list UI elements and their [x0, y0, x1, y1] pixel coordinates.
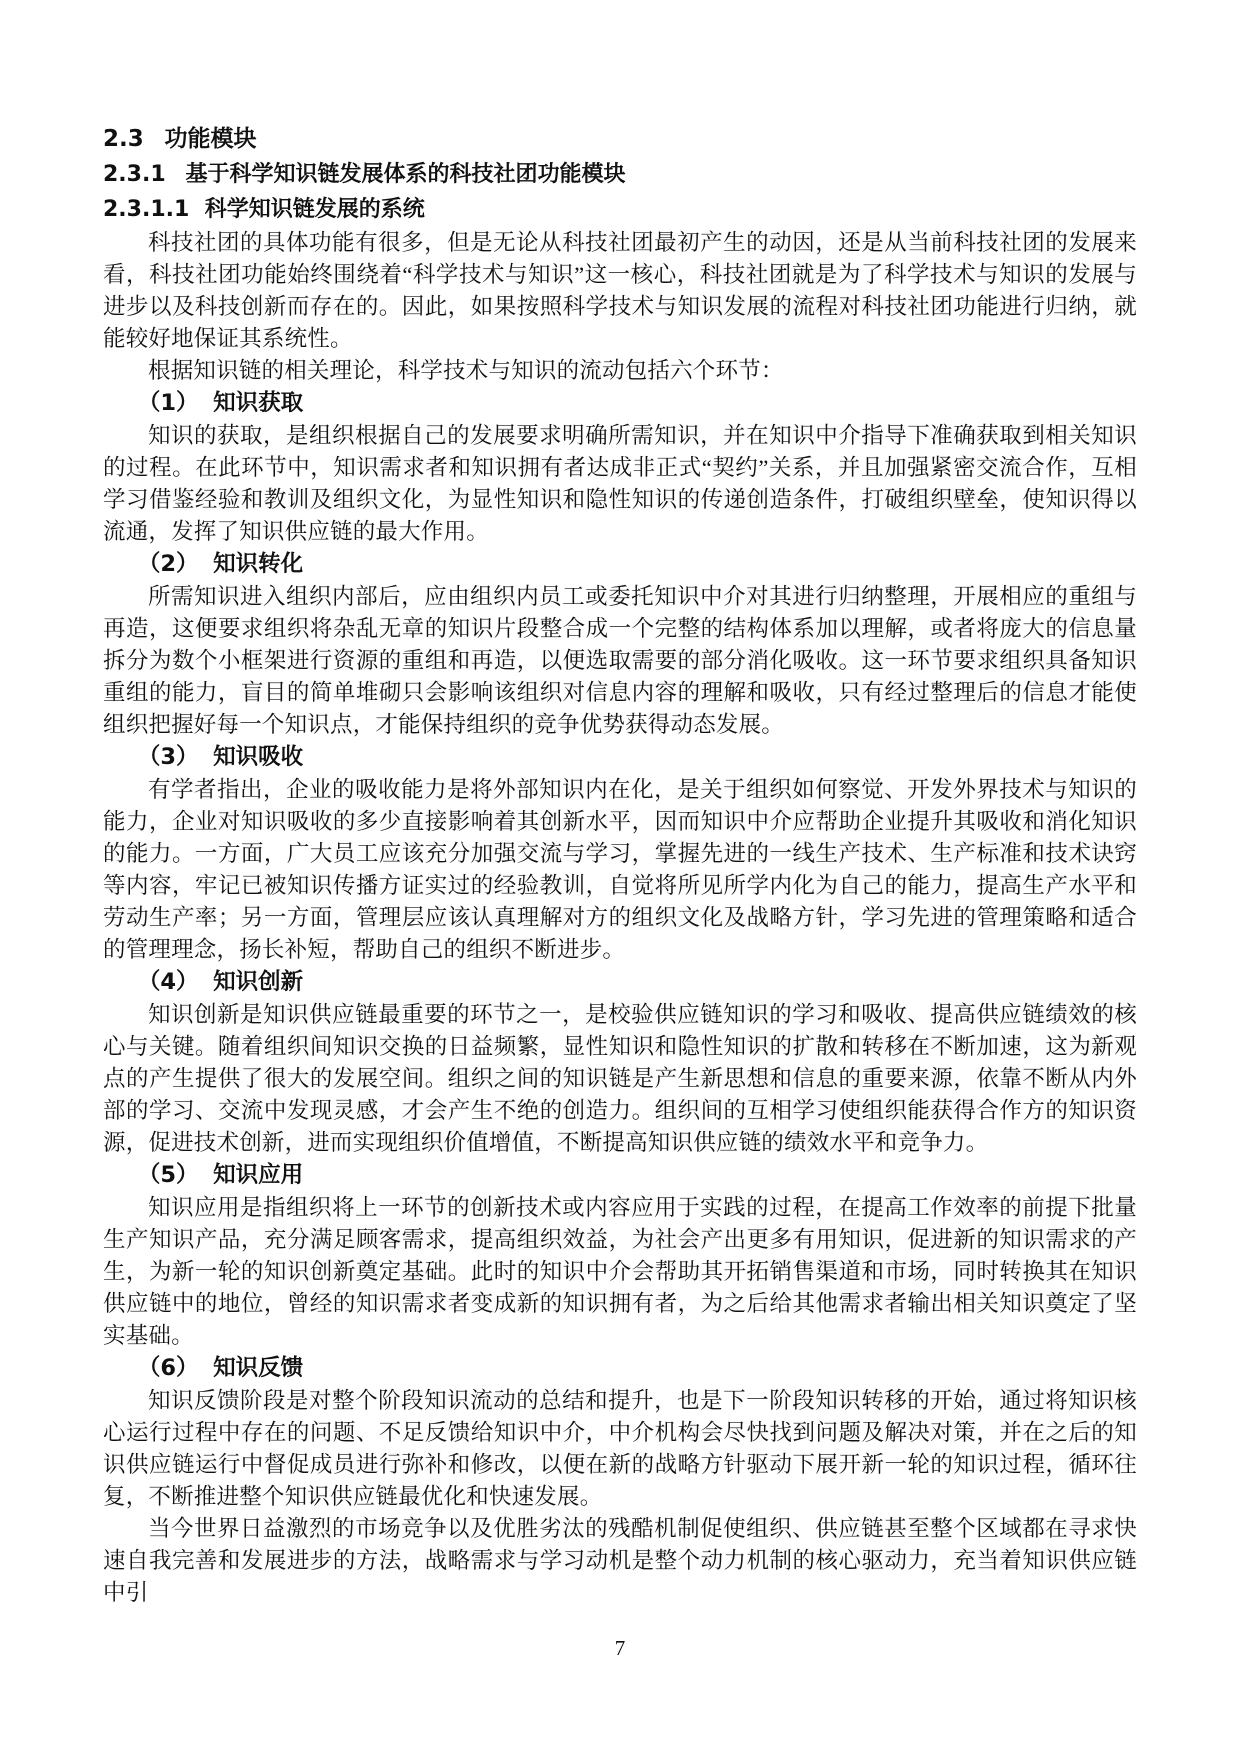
subsection-label: 知识吸收 [213, 744, 304, 770]
paragraph-knowledge-application: 知识应用是指组织将上一环节的创新技术或内容应用于实践的过程，在提高工作效率的前提下批量生产知识产品，充分满足顾客需求，提高组织效益，为社会产出更多有用知识，促进新的知识需求的产生，为新一轮的知识创新奠定基础。此时的知识中介会帮助其开拓销售渠道和市场，同时转换其在知识供应链中的地位，曾经的知识需求者变成新的知识拥有者，为之后给其他需求者输出相关知识奠定了坚实基础。 [103, 1195, 1137, 1348]
subsection-label: 知识反馈 [213, 1355, 304, 1381]
heading-number: 2.3.1 [103, 162, 166, 187]
subsection-heading-knowledge-application [103, 1159, 1137, 1192]
heading-number: 2.3.1.1 [103, 197, 190, 222]
page-number: 7 [614, 1636, 626, 1660]
subsection-heading-knowledge-innovation [103, 966, 1137, 999]
subsection-number: （3） [137, 744, 199, 770]
subsection-label: 知识创新 [213, 969, 304, 995]
subsection-label: 知识应用 [213, 1162, 304, 1188]
heading-title: 科学知识链发展的系统 [204, 197, 425, 222]
subsection-number: （2） [137, 551, 199, 577]
subsection-label: 知识获取 [213, 390, 304, 416]
paragraph-knowledge-transformation: 所需知识进入组织内部后，应由组织内员工或委托知识中介对其进行归纳整理，开展相应的重组与再造，这便要求组织将杂乱无章的知识片段整合成一个完整的结构体系加以理解，或者将庞大的信息量拆分为数个小框架进行资源的重组和再造，以便选取需要的部分消化吸收。这一环节要求组织具备知识重组的能力，盲目的简单堆砌只会影响该组织对信息内容的理解和吸收，只有经过整理后的信息才能使组织把握好每一个知识点，才能保持组织的竞争优势获得动态发展。 [103, 584, 1137, 737]
paragraph-knowledge-absorption: 有学者指出，企业的吸收能力是将外部知识内在化，是关于组织如何察觉、开发外界技术与知识的能力，企业对知识吸收的多少直接影响着其创新水平，因而知识中介应帮助企业提升其吸收和消化知识的能力。一方面，广大员工应该充分加强交流与学习，掌握先进的一线生产技术、生产标准和技术诀窍等内容，牢记已被知识传播方证实过的经验教训，自觉将所见所学内化为自己的能力，提高生产水平和劳动生产率；另一方面，管理层应该认真理解对方的组织文化及战略方针，学习先进的管理策略和适合的管理理念，扬长补短，帮助自己的组织不断进步。 [103, 777, 1137, 962]
subsection-heading-knowledge-transformation [103, 548, 1137, 581]
subsection-number: （4） [137, 969, 199, 995]
intro-paragraph: 科技社团的具体功能有很多，但是无论从科技社团最初产生的动因，还是从当前科技社团的发展来看，科技社团功能始终围绕着“科学技术与知识”这一核心，科技社团就是为了科学技术与知识的发展与进步以及科技创新而存在的。因此，如果按照科学技术与知识发展的流程对科技社团功能进行归纳，就能较好地保证其系统性。 [103, 230, 1137, 351]
section-heading-level3 [103, 192, 1137, 227]
heading-title: 功能模块 [164, 126, 257, 152]
paragraph-knowledge-acquisition: 知识的获取，是组织根据自己的发展要求明确所需知识，并在知识中介指导下准确获取到相关知识的过程。在此环节中，知识需求者和知识拥有者达成非正式“契约”关系，并且加强紧密交流合作，互相学习借鉴经验和教训及组织文化，为显性知识和隐性知识的传递创造条件，打破组织壁垒，使知识得以流通，发挥了知识供应链的最大作用。 [103, 423, 1137, 544]
section-heading-level1 [103, 122, 1137, 157]
subsection-number: （1） [137, 390, 199, 416]
section-heading-level2 [103, 157, 1137, 192]
subsection-heading-knowledge-absorption [103, 741, 1137, 774]
subsection-heading-knowledge-acquisition [103, 387, 1137, 420]
subsection-heading-knowledge-feedback [103, 1352, 1137, 1385]
heading-number: 2.3 [103, 126, 144, 152]
paragraph-knowledge-feedback: 知识反馈阶段是对整个阶段知识流动的总结和提升，也是下一阶段知识转移的开始，通过将知识核心运行过程中存在的问题、不足反馈给知识中介，中介机构会尽快找到问题及解决对策，并在之后的知识供应链运行中督促成员进行弥补和修改，以便在新的战略方针驱动下展开新一轮的知识过程，循环往复，不断推进整个知识供应链最优化和快速发展。 [103, 1388, 1137, 1509]
subsection-number: （5） [137, 1162, 199, 1188]
lead-in-paragraph: 根据知识链的相关理论，科学技术与知识的流动包括六个环节： [148, 358, 784, 383]
closing-paragraph: 当今世界日益激烈的市场竞争以及优胜劣汰的残酷机制促使组织、供应链甚至整个区域都在寻求快速自我完善和发展进步的方法，战略需求与学习动机是整个动力机制的核心驱动力，充当着知识供应链中引 [103, 1516, 1137, 1605]
subsection-label: 知识转化 [213, 551, 304, 577]
heading-title: 基于科学知识链发展体系的科技社团功能模块 [185, 162, 626, 187]
paragraph-knowledge-innovation: 知识创新是知识供应链最重要的环节之一，是校验供应链知识的学习和吸收、提高供应链绩效的核心与关键。随着组织间知识交换的日益频繁，显性知识和隐性知识的扩散和转移在不断加速，这为新观点的产生提供了很大的发展空间。组织之间的知识链是产生新思想和信息的重要来源，依靠不断从内外部的学习、交流中发现灵感，才会产生不绝的创造力。组织间的互相学习使组织能获得合作方的知识资源，促进技术创新，进而实现组织价值增值，不断提高知识供应链的绩效水平和竞争力。 [103, 1002, 1137, 1155]
subsection-number: （6） [137, 1355, 199, 1381]
